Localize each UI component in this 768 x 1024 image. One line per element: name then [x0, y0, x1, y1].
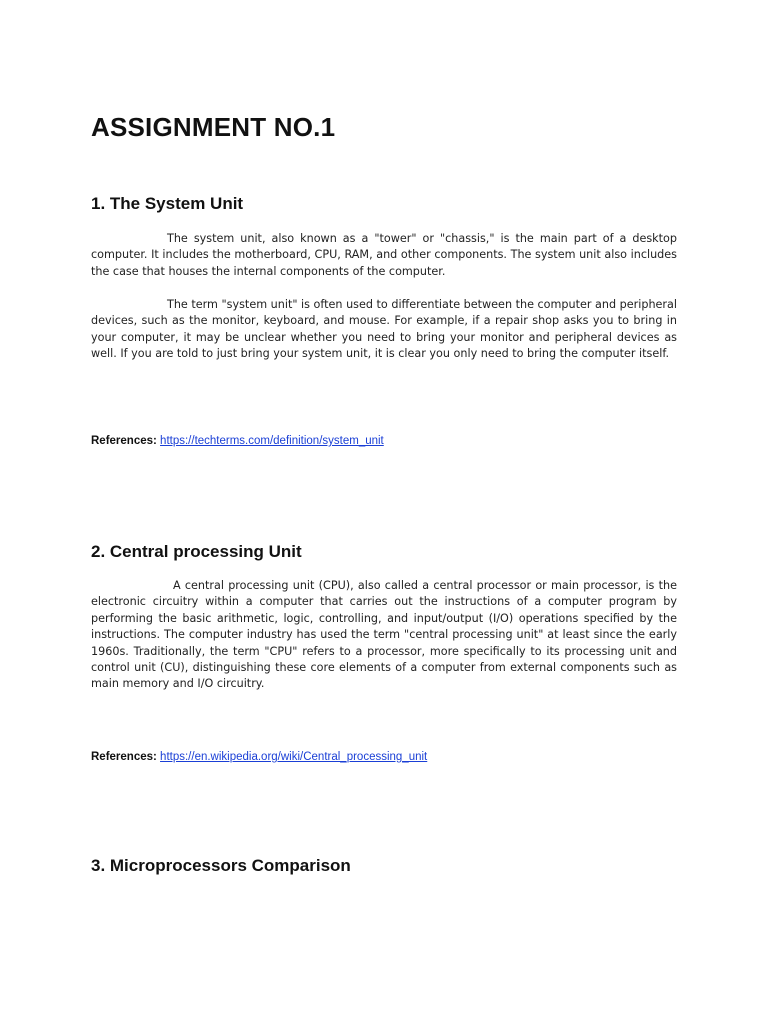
references-label: References:: [91, 435, 161, 447]
section-heading-system-unit: 1. The System Unit: [91, 194, 244, 213]
section-heading-cpu: 2. Central processing Unit: [91, 542, 302, 561]
system-unit-reference-link[interactable]: https://techterms.com/definition/system_unit: [160, 435, 384, 447]
cpu-paragraph: A central processing unit (CPU), also called a central processor or main processor, is the electronic circuitry within a computer that carries out the instructions of a computer program by performing the basic arithmetic, logic, controlling, and input/output (I/O) operations specified by the instructions. The computer industry has used the term "central processing unit" at least since the early 1960s. Traditionally, the term "CPU" refers to a processor, more specifically to its processing unit and control unit (CU), distinguishing these core elements of a computer from external components such as main memory and I/O circuitry.: [91, 579, 677, 691]
references-label: References:: [91, 751, 161, 763]
section-heading-microprocessors: 3. Microprocessors Comparison: [91, 856, 351, 875]
document-title: ASSIGNMENT NO.1: [91, 112, 336, 142]
system-unit-paragraph-1: The system unit, also known as a "tower" or "chassis," is the main part of a desktop computer. It includes the motherboard, CPU, RAM, and other components. The system unit also includes the case that houses the internal components of the computer.: [91, 232, 677, 278]
cpu-reference-link[interactable]: https://en.wikipedia.org/wiki/Central_processing_unit: [160, 751, 428, 763]
cpu-references: [91, 749, 427, 765]
system-unit-paragraph-2: The term "system unit" is often used to differentiate between the computer and peripheral devices, such as the monitor, keyboard, and mouse. For example, if a repair shop asks you to bring in your computer, it may be unclear whether you need to bring your monitor and peripheral devices as well. If you are told to just bring your system unit, it is clear you only need to bring the computer itself.: [91, 298, 677, 361]
system-unit-references: [91, 433, 384, 449]
